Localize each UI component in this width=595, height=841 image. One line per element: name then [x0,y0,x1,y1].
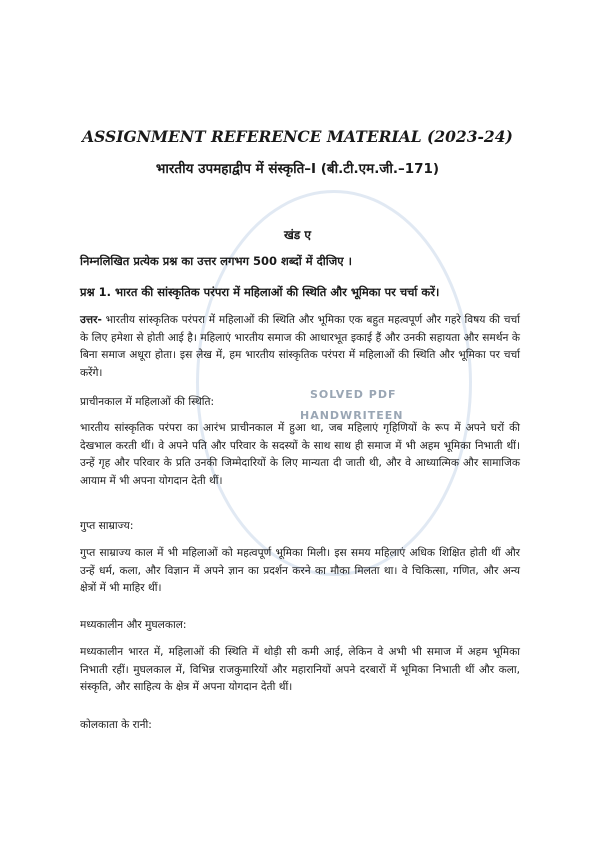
watermark-handwritten-text: HANDWRITEEN [300,409,404,422]
heading-medieval: मध्यकालीन और मुघलकाल: [80,619,187,631]
paragraph-ancient: भारतीय सांस्कृतिक परंपरा का आरंभ प्राचीनकाल में हुआ था, जब महिलाएं गृहिणियों के रूप में अपने घरों की देखभाल करती थीं। वे अपने पति और परिवार के सदस्यों के साथ साथ ही समाज में भी अहम भूमिका निभाती थीं। उन्हें गृह और परिवार के प्रति उनकी जिम्मेदारियों के लिए मान्यता दी जाती थी, और वे आध्यात्मिक और सामाजिक आयाम में भी अपना योगदान देती थीं। [80,422,520,487]
answer-intro-text: भारतीय सांस्कृतिक परंपरा में महिलाओं की स्थिति और भूमिका एक बहुत महत्वपूर्ण और गहरे विषय की चर्चा के लिए हमेशा से होती आई है। महिलाएं भारतीय समाज की आधारभूत इकाई हैं और उनकी सहायता और समर्थन के बिना समाज अधूरा होता। इस लेख में, हम भारतीय सांस्कृतिक परंपरा में महिलाओं की स्थिति और भूमिका पर चर्चा करेंगे। [80,314,520,379]
section-heading: खंड ए [283,228,312,242]
heading-gupta: गुप्त साम्राज्य: [80,520,134,532]
instruction-text: निम्नलिखित प्रत्येक प्रश्न का उत्तर लगभग 500 शब्दों में दीजिए । [80,254,352,268]
question-text: प्रश्न 1. भारत की सांस्कृतिक परंपरा में महिलाओं की स्थिति और भूमिका पर चर्चा करें। [80,285,440,299]
watermark-solved-text: SOLVED PDF [310,388,397,401]
answer-intro-paragraph [80,312,520,382]
heading-kolkata: कोलकाता के रानी: [80,719,152,731]
answer-label: उत्तर- [80,314,102,326]
document-subtitle: भारतीय उपमहाद्वीप में संस्कृति–I (बी.टी.एम.जी.–171) [155,161,440,177]
document-title: ASSIGNMENT REFERENCE MATERIAL (2023-24) [82,127,513,146]
watermark-seal [196,190,472,576]
heading-ancient: प्राचीनकाल में महिलाओं की स्थिति: [80,396,215,408]
paragraph-medieval: मध्यकालीन भारत में, महिलाओं की स्थिति में थोड़ी सी कमी आई, लेकिन वे अभी भी समाज में अहम भूमिका निभाती रहीं। मुघलकाल में, विभिन्न राजकुमारियों और महारानियों अपने दरबारों में भूमिका निभाती थीं और कला, संस्कृति, और साहित्य के क्षेत्र में अपना योगदान देती थीं। [80,646,520,693]
paragraph-gupta: गुप्त साम्राज्य काल में भी महिलाओं को महत्वपूर्ण भूमिका मिली। इस समय महिलाएं अधिक शिक्षित होती थीं और उन्हें धर्म, कला, और विज्ञान में अपने ज्ञान का प्रदर्शन करने का मौका मिलता था। वे चिकित्सा, गणित, और अन्य क्षेत्रों में भी माहिर थीं। [80,547,520,594]
